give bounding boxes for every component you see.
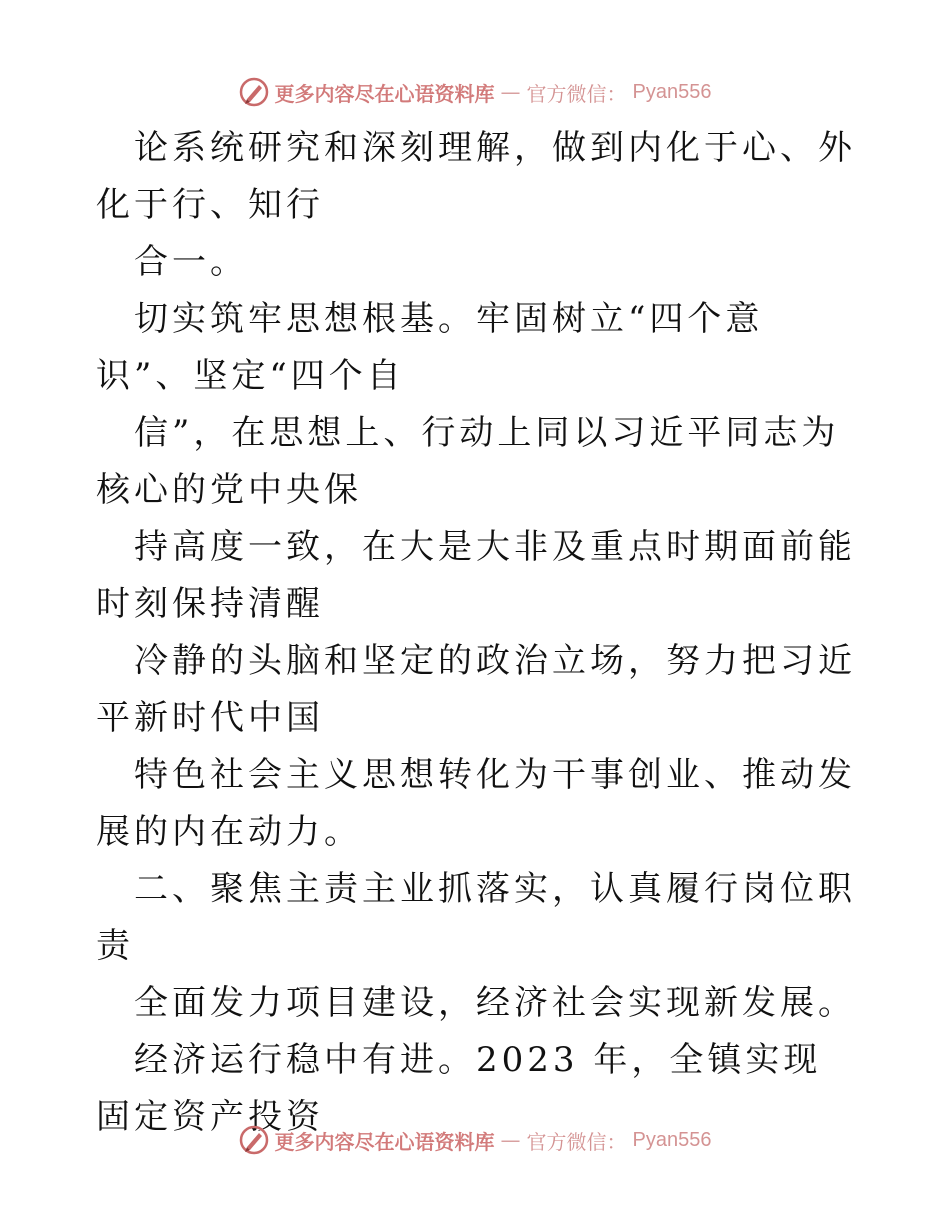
paragraph: 论系统研究和深刻理解，做到内化于心、外化于行、知行 — [96, 128, 856, 225]
paragraph: 特色社会主义思想转化为干事创业、推动发展的内在动力。 — [96, 755, 856, 852]
section-heading: 二、聚焦主责主业抓落实，认真履行岗位职责 — [96, 869, 856, 966]
watermark-brand: 更多内容尽在心语资料库 — [274, 81, 495, 106]
watermark-label: 官方微信： — [526, 1129, 627, 1154]
paragraph: 经济运行稳中有进。2023 年，全镇实现固定资产投资 — [96, 1040, 822, 1137]
paragraph: 全面发力项目建设，经济社会实现新发展。 — [134, 983, 856, 1023]
watermark-label: 官方微信： — [526, 81, 627, 106]
paragraph: 合一。 — [134, 242, 248, 282]
watermark-brand: 更多内容尽在心语资料库 — [274, 1129, 495, 1154]
pen-logo-icon — [239, 77, 269, 107]
header-watermark — [0, 72, 950, 112]
watermark-wechat-id: Pyan556 — [632, 1128, 712, 1151]
watermark-wechat-id: Pyan556 — [632, 80, 712, 103]
watermark-dash: — — [500, 80, 521, 104]
watermark-dash: — — [500, 1128, 521, 1152]
pen-logo-icon — [239, 1125, 269, 1155]
paragraph: 信”，在思想上、行动上同以习近平同志为核心的党中央保 — [96, 413, 840, 510]
document-body — [96, 120, 856, 1146]
paragraph: 持高度一致，在大是大非及重点时期面前能时刻保持清醒 — [96, 527, 856, 624]
paragraph: 切实筑牢思想根基。牢固树立“四个意识”、坚定“四个自 — [96, 299, 764, 396]
footer-watermark — [0, 1120, 950, 1160]
paragraph: 冷静的头脑和坚定的政治立场，努力把习近平新时代中国 — [96, 641, 856, 738]
